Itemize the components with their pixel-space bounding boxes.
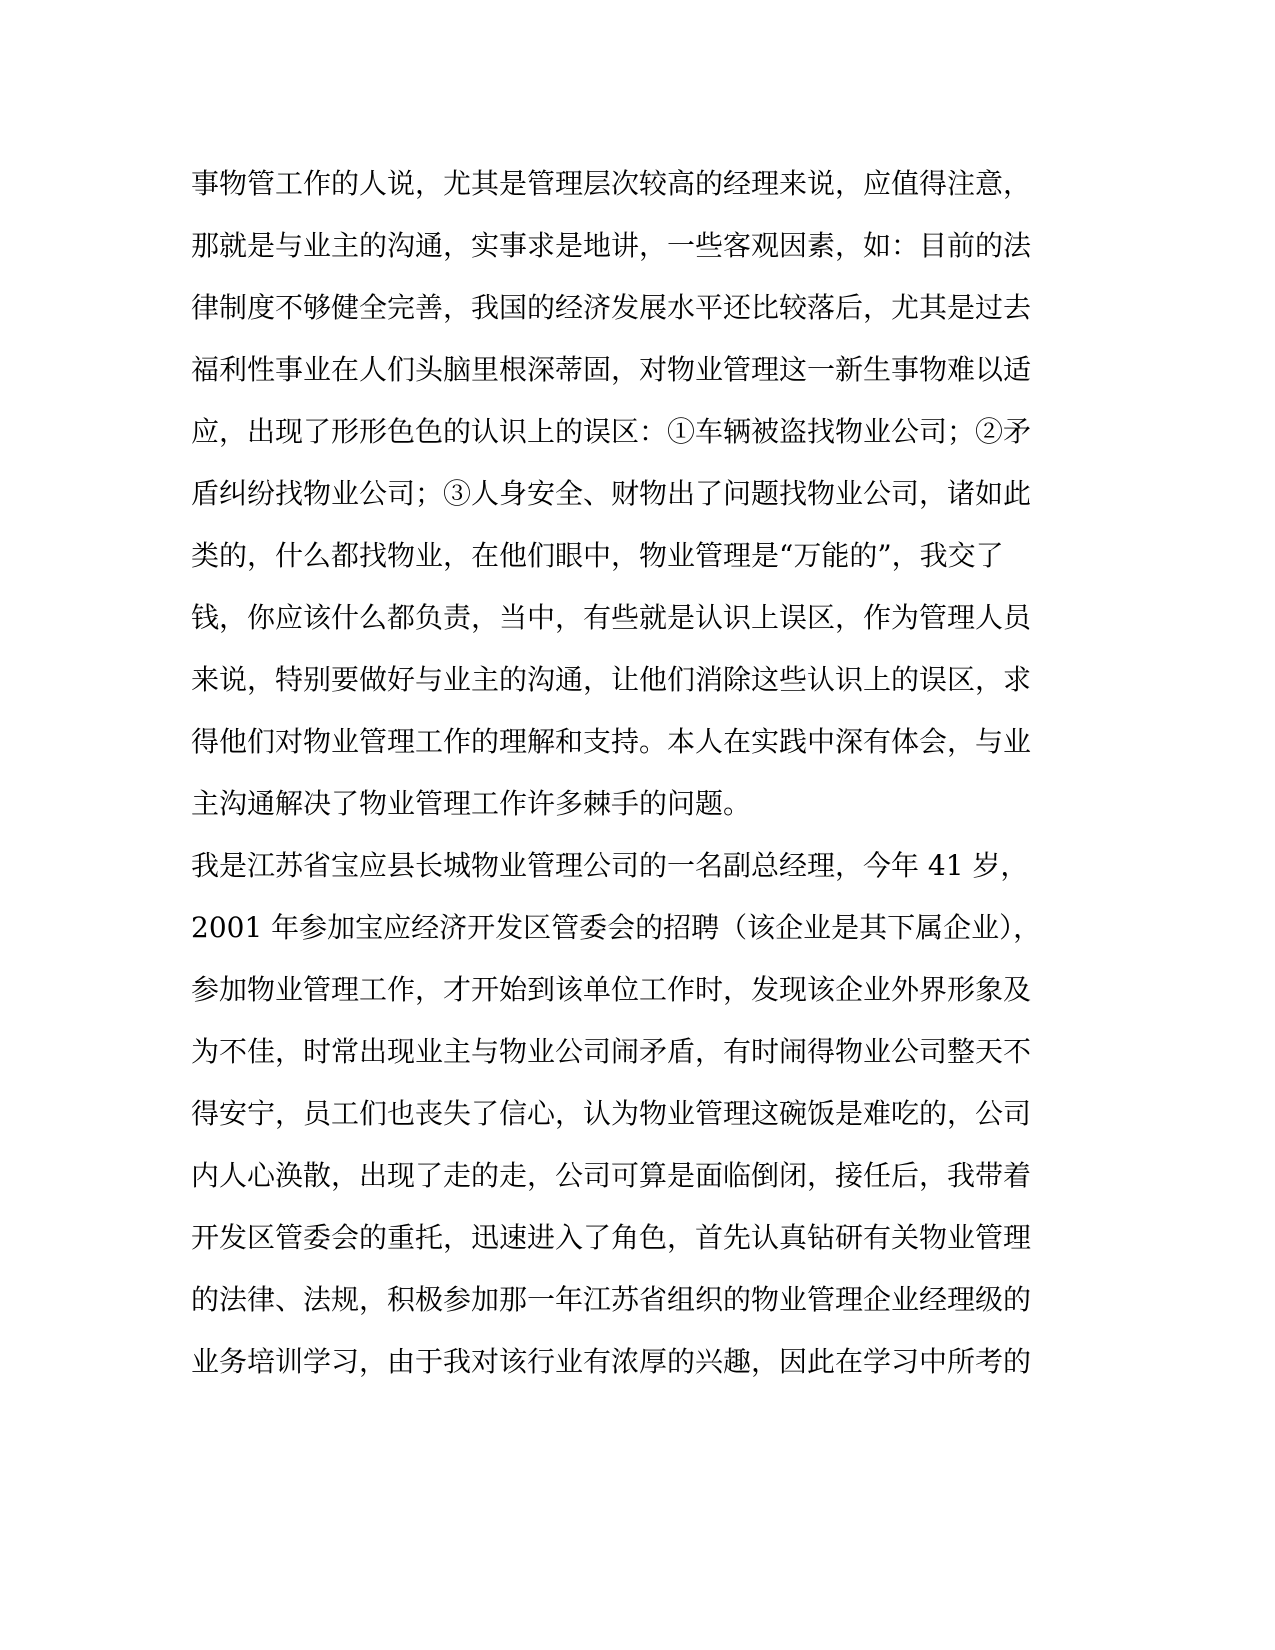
text-line: 得安宁，员工们也丧失了信心，认为物业管理这碗饭是难吃的，公司 — [191, 1097, 1032, 1130]
text-line: 主沟通解决了物业管理工作许多棘手的问题。 — [191, 787, 752, 820]
text-line: 2001 年参加宝应经济开发区管委会的招聘（该企业是其下属企业）， — [191, 911, 1042, 944]
text-line: 业务培训学习，由于我对该行业有浓厚的兴趣，因此在学习中所考的 — [191, 1345, 1032, 1378]
text-line: 盾纠纷找物业公司；③人身安全、财物出了问题找物业公司，诸如此 — [191, 477, 1032, 510]
text-line: 得他们对物业管理工作的理解和支持。本人在实践中深有体会，与业 — [191, 725, 1032, 758]
text-line: 的法律、法规，积极参加那一年江苏省组织的物业管理企业经理级的 — [191, 1283, 1032, 1316]
text-line: 事物管工作的人说，尤其是管理层次较高的经理来说，应值得注意， — [191, 167, 1032, 200]
text-line: 参加物业管理工作，才开始到该单位工作时，发现该企业外界形象及 — [191, 973, 1032, 1006]
text-line: 开发区管委会的重托，迅速进入了角色，首先认真钻研有关物业管理 — [191, 1221, 1032, 1254]
text-line: 来说，特别要做好与业主的沟通，让他们消除这些认识上的误区，求 — [191, 663, 1032, 696]
text-line: 为不佳，时常出现业主与物业公司闹矛盾，有时闹得物业公司整天不 — [191, 1035, 1032, 1068]
text-line: 类的，什么都找物业，在他们眼中，物业管理是“万能的”，我交了 — [191, 539, 1004, 572]
text-line: 钱，你应该什么都负责，当中，有些就是认识上误区，作为管理人员 — [191, 601, 1032, 634]
text-line: 我是江苏省宝应县长城物业管理公司的一名副总经理，今年 41 岁， — [191, 849, 1029, 882]
text-line: 那就是与业主的沟通，实事求是地讲，一些客观因素，如：目前的法 — [191, 229, 1032, 262]
text-line: 福利性事业在人们头脑里根深蒂固，对物业管理这一新生事物难以适 — [191, 353, 1032, 386]
text-line: 内人心涣散，出现了走的走，公司可算是面临倒闭，接任后，我带着 — [191, 1159, 1032, 1192]
text-line: 律制度不够健全完善，我国的经济发展水平还比较落后，尤其是过去 — [191, 291, 1032, 324]
text-line: 应，出现了形形色色的认识上的误区：①车辆被盗找物业公司；②矛 — [191, 415, 1032, 448]
